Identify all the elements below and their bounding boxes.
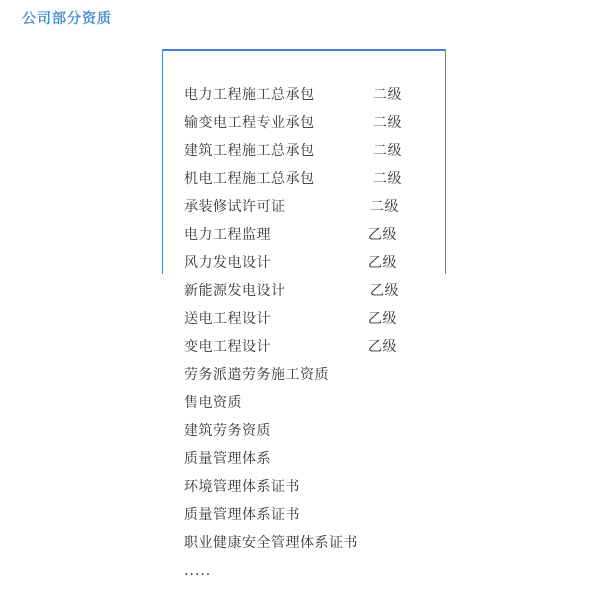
qualification-name: 建筑工程施工总承包 <box>184 143 315 159</box>
list-item <box>184 84 484 112</box>
list-item <box>184 196 484 224</box>
qualification-list <box>184 84 484 588</box>
qualification-name: 机电工程施工总承包 <box>184 171 315 187</box>
qualification-name: 环境管理体系证书 <box>184 479 300 495</box>
qualification-name: 电力工程施工总承包 <box>184 87 315 103</box>
qualification-name: 质量管理体系 <box>184 451 271 467</box>
list-item <box>184 504 484 532</box>
list-item <box>184 336 484 364</box>
list-item <box>184 420 484 448</box>
qualification-name: 变电工程设计 <box>184 339 271 355</box>
qualification-grade: 乙级 <box>370 283 399 299</box>
list-item <box>184 392 484 420</box>
qualification-grade: 二级 <box>373 115 402 131</box>
qualification-name: 承装修试许可证 <box>184 199 286 215</box>
qualification-name: 新能源发电设计 <box>184 283 286 299</box>
qualification-name: 电力工程监理 <box>184 227 271 243</box>
qualification-grade: 乙级 <box>368 227 397 243</box>
qualification-name: 风力发电设计 <box>184 255 271 271</box>
list-item <box>184 532 484 560</box>
qualification-grade: 二级 <box>373 87 402 103</box>
qualification-grade: 二级 <box>373 171 402 187</box>
list-item <box>184 112 484 140</box>
qualification-name: 建筑劳务资质 <box>184 423 271 439</box>
qualification-name: 劳务派遣劳务施工资质 <box>184 367 329 383</box>
list-item <box>184 280 484 308</box>
qualification-grade: 二级 <box>373 143 402 159</box>
qualification-name: 送电工程设计 <box>184 311 271 327</box>
qualification-grade: 乙级 <box>368 339 397 355</box>
qualification-name: 输变电工程专业承包 <box>184 115 315 131</box>
qualification-name: 售电资质 <box>184 395 242 411</box>
list-item <box>184 476 484 504</box>
ellipsis-text: ..... <box>184 563 212 579</box>
list-item <box>184 168 484 196</box>
list-item <box>184 308 484 336</box>
qualification-name: 职业健康安全管理体系证书 <box>184 535 358 551</box>
list-item <box>184 252 484 280</box>
section-title: 公司部分资质 <box>22 11 112 27</box>
qualification-grade: 乙级 <box>368 255 397 271</box>
qualification-grade: 二级 <box>370 199 399 215</box>
list-item <box>184 448 484 476</box>
qualification-name: 质量管理体系证书 <box>184 507 300 523</box>
qualification-grade: 乙级 <box>368 311 397 327</box>
list-item <box>184 140 484 168</box>
list-item <box>184 560 484 588</box>
list-item <box>184 224 484 252</box>
list-item <box>184 364 484 392</box>
